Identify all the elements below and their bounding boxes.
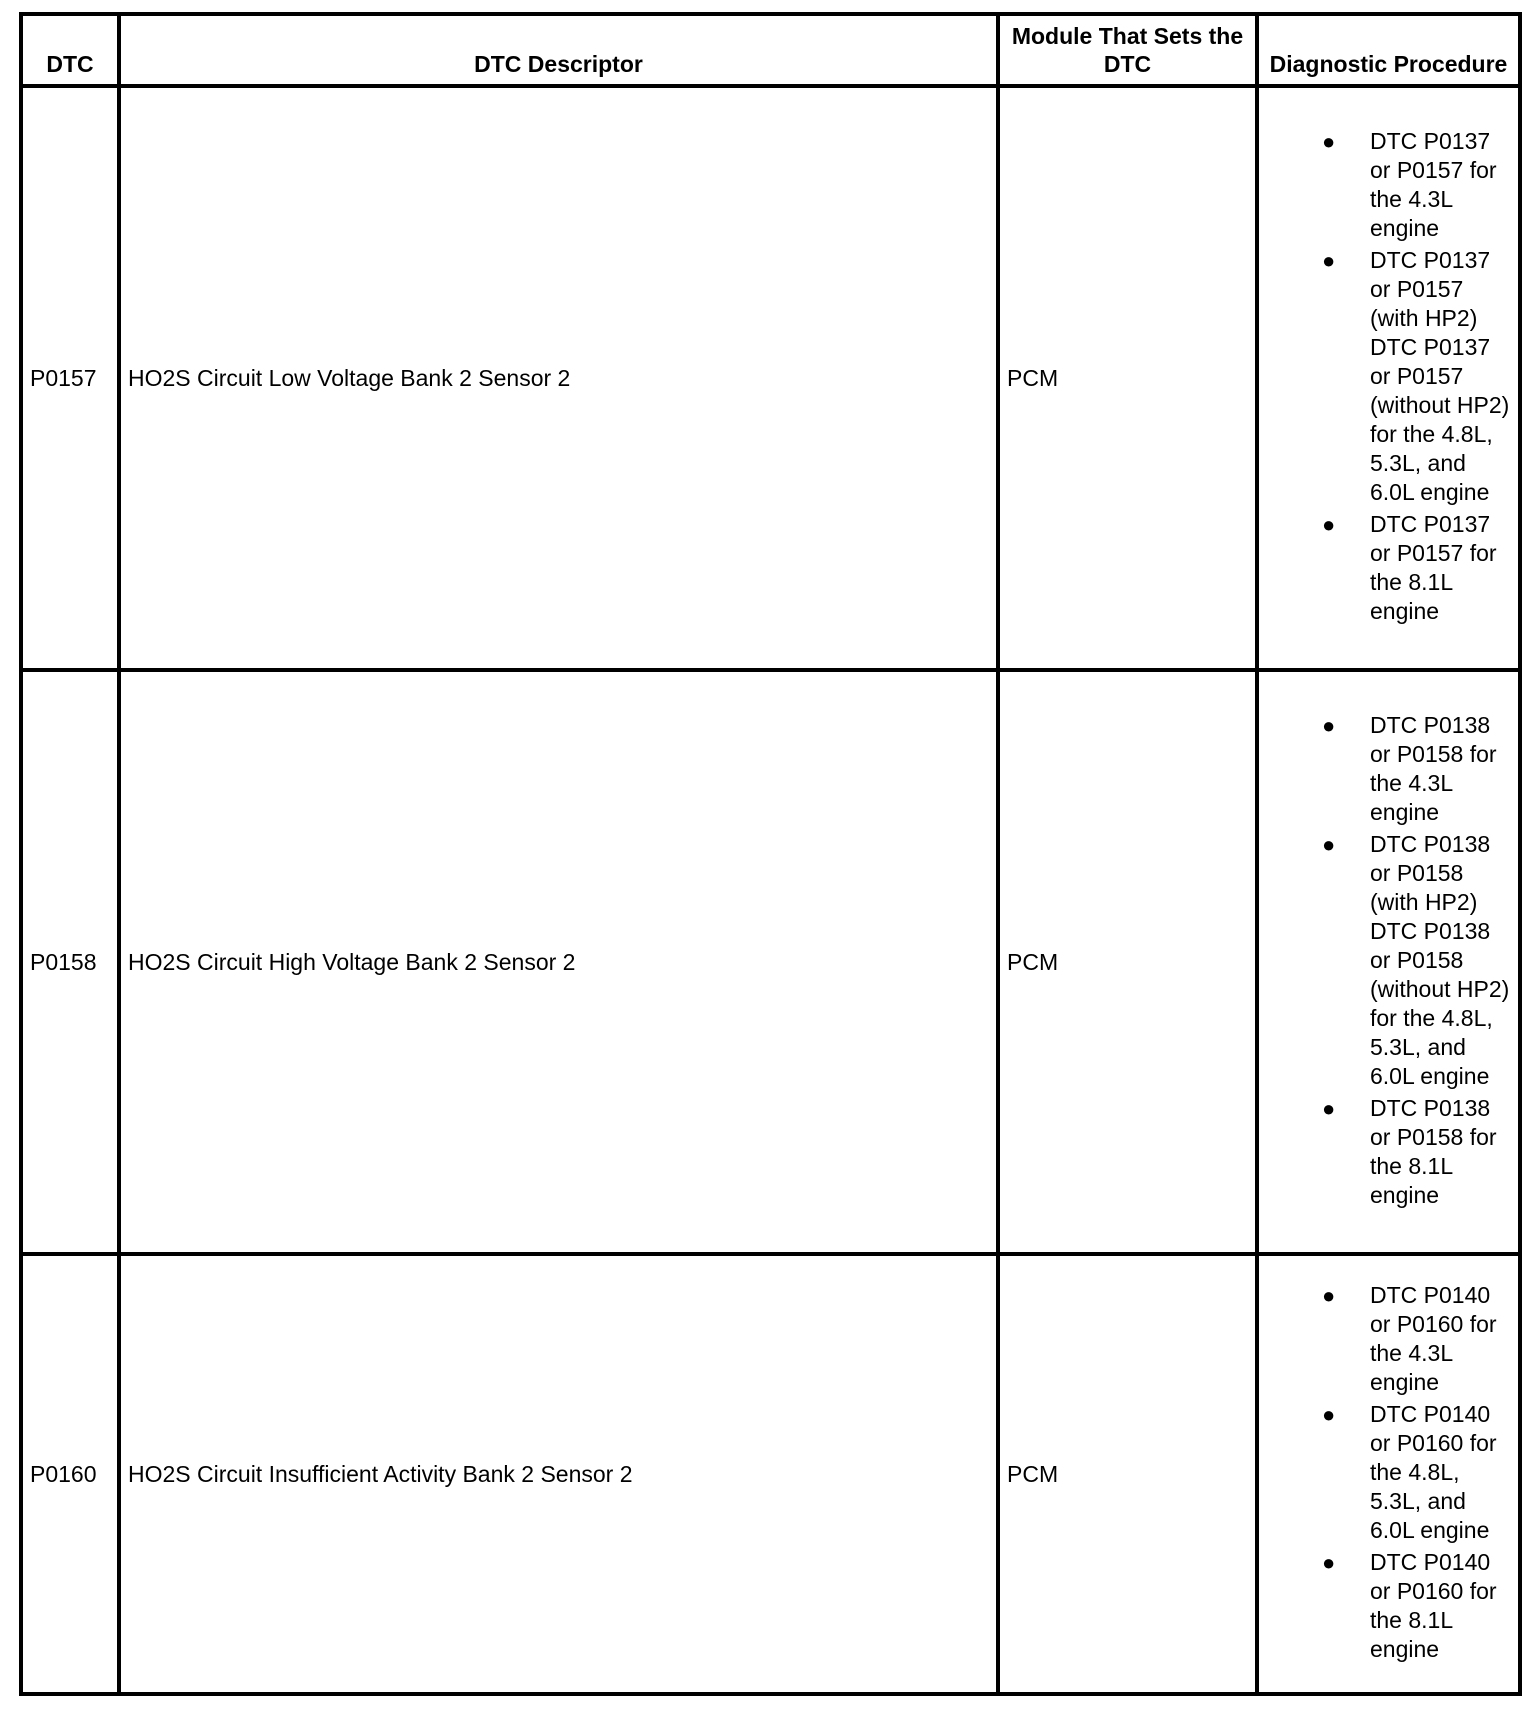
header-descriptor: DTC Descriptor [119, 14, 998, 86]
procedure-item [1266, 510, 1511, 626]
bullet-icon: ● [1322, 248, 1336, 273]
bullet-icon: ● [1322, 1402, 1336, 1427]
procedure-item [1266, 127, 1511, 243]
dtc-table [19, 12, 1522, 1696]
module-name: PCM [998, 670, 1257, 1254]
procedure-cell [1257, 1254, 1520, 1694]
procedure-list [1266, 711, 1511, 1210]
bullet-icon: ● [1322, 1550, 1336, 1575]
bullet-icon: ● [1322, 713, 1336, 738]
dtc-code: P0158 [21, 670, 119, 1254]
procedure-link[interactable]: DTC P0138 or P0158 (with HP2) DTC P0138 or P0158 (without HP2) for the 4.8L, 5.3L, and 6.0L engine [1370, 831, 1510, 1089]
module-name: PCM [998, 1254, 1257, 1694]
procedure-link[interactable]: DTC P0138 or P0158 for the 4.3L engine [1370, 712, 1497, 825]
procedure-link[interactable]: DTC P0137 or P0157 for the 8.1L engine [1370, 511, 1497, 624]
dtc-code: P0160 [21, 1254, 119, 1694]
table-row [21, 670, 1520, 1254]
procedure-link[interactable]: DTC P0140 or P0160 for the 4.3L engine [1370, 1282, 1497, 1395]
table-row [21, 1254, 1520, 1694]
table-row [21, 86, 1520, 670]
bullet-icon: ● [1322, 129, 1336, 154]
procedure-item [1266, 1400, 1511, 1545]
procedure-item [1266, 1548, 1511, 1664]
dtc-descriptor: HO2S Circuit High Voltage Bank 2 Sensor 2 [119, 670, 998, 1254]
bullet-icon: ● [1322, 1096, 1336, 1121]
procedure-item [1266, 711, 1511, 827]
procedure-link[interactable]: DTC P0140 or P0160 for the 8.1L engine [1370, 1549, 1497, 1662]
procedure-list [1266, 1281, 1511, 1664]
bullet-icon: ● [1322, 832, 1336, 857]
procedure-link[interactable]: DTC P0138 or P0158 for the 8.1L engine [1370, 1095, 1497, 1208]
procedure-cell [1257, 670, 1520, 1254]
header-dtc: DTC [21, 14, 119, 86]
dtc-descriptor: HO2S Circuit Low Voltage Bank 2 Sensor 2 [119, 86, 998, 670]
procedure-cell [1257, 86, 1520, 670]
procedure-link[interactable]: DTC P0137 or P0157 (with HP2) DTC P0137 or P0157 (without HP2) for the 4.8L, 5.3L, and 6.0L engine [1370, 247, 1510, 505]
procedure-list [1266, 127, 1511, 626]
dtc-code: P0157 [21, 86, 119, 670]
header-procedure: Diagnostic Procedure [1257, 14, 1520, 86]
header-module: Module That Sets the DTC [998, 14, 1257, 86]
header-row [21, 14, 1520, 86]
procedure-item [1266, 1094, 1511, 1210]
procedure-link[interactable]: DTC P0140 or P0160 for the 4.8L, 5.3L, and 6.0L engine [1370, 1401, 1497, 1543]
procedure-item [1266, 830, 1511, 1091]
bullet-icon: ● [1322, 512, 1336, 537]
bullet-icon: ● [1322, 1283, 1336, 1308]
dtc-descriptor: HO2S Circuit Insufficient Activity Bank 2 Sensor 2 [119, 1254, 998, 1694]
module-name: PCM [998, 86, 1257, 670]
procedure-link[interactable]: DTC P0137 or P0157 for the 4.3L engine [1370, 128, 1497, 241]
procedure-item [1266, 246, 1511, 507]
procedure-item [1266, 1281, 1511, 1397]
